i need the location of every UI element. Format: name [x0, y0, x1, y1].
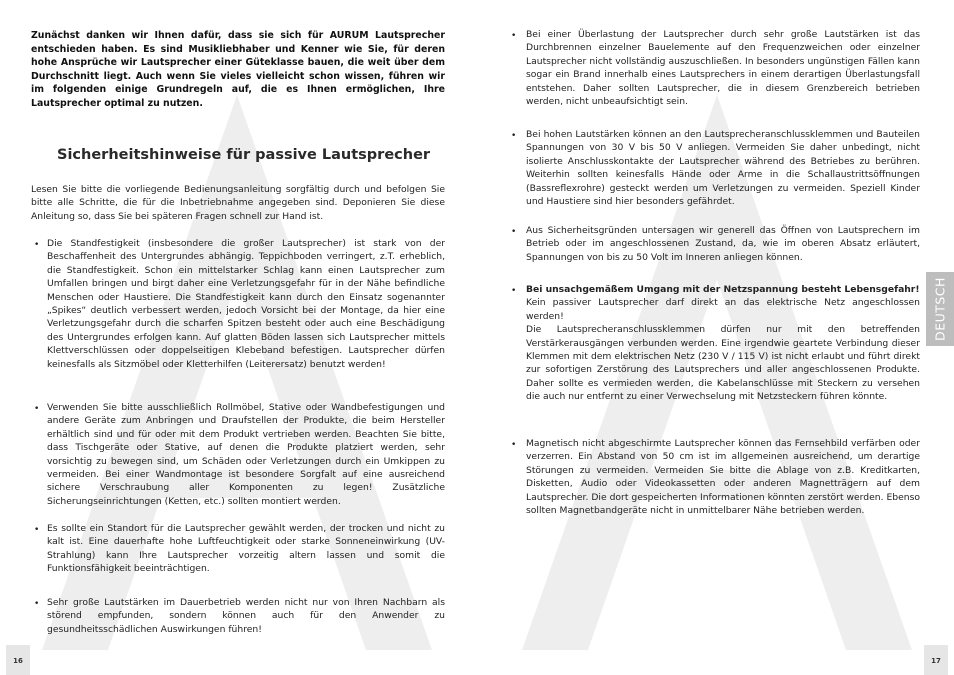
lead-paragraph: Lesen Sie bitte die vorliegende Bedienungsanleitung sorgfältig durch und befolgen Sie bitte alle Schritte, die für die Inbetriebnahme angegeben sind. Deponieren Sie diese Anleitung so, dass Sie bei späteren Fragen schnell zur Hand ist.: [31, 184, 445, 222]
safety-item-location: Es sollte ein Standort für die Lautsprecher gewählt werden, der trocken und nicht zu kalt ist. Eine dauerhafte hohe Luftfeuchtigkeit oder starke Sonneneinwirkung (UV-Strahlung) kann Ihre Lautsprecher vorzeitig altern lassen und somit die Funktionsfähigkeit beeinträchtigen.: [47, 523, 445, 575]
page-number-right-text: 17: [931, 657, 941, 665]
bullet-marker: •: [511, 286, 517, 296]
bullet-marker: •: [34, 240, 40, 250]
page-number-left-text: 16: [13, 657, 23, 665]
mains-warning-title: Bei unsachgemäßem Umgang mit der Netzspannung besteht Lebensgefahr!: [526, 284, 920, 295]
bullet-marker: •: [511, 31, 517, 41]
bullet-marker: •: [511, 440, 517, 450]
safety-item-voltage: Bei hohen Lautstärken können an den Lautsprecheranschlussklemmen und Bauteilen Spannungen von 30 V bis 50 V anliegen. Vermeiden Sie daher unbedingt, nicht isolierte Anschlusskontakte der Lautsprecher während des Betriebes zu berühren. Weiterhin sollten keinesfalls Hände oder Arme in die Schallaustrittsöffnungen (Bassreflexrohre) gesteckt werden um Verletzungen zu vermeiden. Speziell Kinder und Haustiere sind hier besonders gefährdet.: [526, 129, 920, 208]
mains-warning-text: Die Lautsprecheranschlussklemmen dürfen nur mit den betreffenden Verstärkerausgängen verbunden werden. Eine irgendwie geartete Verbindung dieser Klemmen mit dem elektrischen Netz (230 V / 115 V) ist nicht erlaubt und führt direkt zur sofortigen Zerstörung des Lautsprechers und aller angeschlossenen Produkte. Daher sollte es vermieden werden, die Kabelanschlüsse mit Steckern zu versehen die auch nur entfernt zu einer Verwechselung mit Netzsteckern führen könnte.: [526, 324, 920, 403]
safety-item-volume: Sehr große Lautstärken im Dauerbetrieb werden nicht nur von Ihren Nachbarn als störend empfunden, sondern können auch für den Anwender zu gesundheitsschädlichen Auswirkungen führen!: [47, 597, 445, 635]
section-heading: Sicherheitshinweise für passive Lautsprecher: [57, 147, 431, 163]
bullet-marker: •: [34, 525, 40, 535]
language-tab: [926, 272, 954, 346]
safety-item-mains: [526, 283, 920, 404]
page-number-right: [924, 645, 948, 675]
bullet-marker: •: [34, 599, 40, 609]
safety-item-mounting: Verwenden Sie bitte ausschließlich Rollmöbel, Stative oder Wandbefestigungen und andere Geräte zum Anbringen und Draufstellen der Produkte, die beim Hersteller erhältlich sind und für oder mit dem Produkt vertrieben werden. Beachten Sie bitte, dass Tischgeräte oder Stative, auf denen die Produkte platziert werden, sehr vorsichtig zu bewegen sind, um Schäden oder Verletzungen durch ein Umkippen zu vermeiden. Bei einer Wandmontage ist besondere Sorgfalt auf eine ausreichend sichere Verschraubung aller Komponenten zu legen! Zusätzliche Sicherungseinrichtungen (Ketten, etc.) sollten montiert werden.: [47, 402, 445, 507]
safety-item-magnet: Magnetisch nicht abgeschirmte Lautsprecher können das Fernsehbild verfärben oder verzerren. Ein Abstand von 50 cm ist im allgemeinen ausreichend, um derartige Störungen zu vermeiden. Vermeiden Sie bitte die Ablage von z.B. Kreditkarten, Disketten, Audio oder Videokassetten oder anderen Magnetträgern auf dem Lautsprecher. Die dort gespeicherten Informationen könnten zerstört werden. Ebenso sollten Magnetbandgeräte nicht in unmittelbarer Nähe betrieben werden.: [526, 438, 920, 517]
safety-item-overload: Bei einer Überlastung der Lautsprecher durch sehr große Lautstärken ist das Durchbrennen einzelner Bauelemente auf den Frequenzweichen oder einzelner Lautsprecher nicht vollständig auszuschließen. In besonders ungünstigen Fällen kann sogar ein Brand innerhalb eines Lautsprechers in einem derartigen Überlastungsfall entstehen. Daher sollten Lautsprecher, die in diesem Grenzbereich betrieben werden, nicht unbeaufsichtigt sein.: [526, 29, 920, 108]
safety-item-stability: Die Standfestigkeit (insbesondere die großer Lautsprecher) ist stark von der Beschaffenheit des Untergrundes abhängig. Teppichboden verringert, z.T. erheblich, die Standfestigkeit. Schon ein mittelstarker Schlag kann einen Lautsprecher zum Umfallen bringen und birgt daher eine Verletzungsgefahr für in der Nähe befindliche Menschen oder Haustiere. Die Standfestigkeit kann durch den Einsatz sogenannter „Spikes“ deutlich verbessert werden, jedoch Vorsicht bei der Montage, da hier eine Verletzungsgefahr durch die scharfen Spitzen besteht oder auch eine Beschädigung des Untergrundes erfolgen kann. Auf glatten Böden lassen sich Lautsprecher mittels Klettverschlüssen oder doppelseitigen Klebeband befestigen. Lautsprecher dürfen keinesfalls als Sitzmöbel oder Kletterhilfen (Leiterersatz) benutzt werden!: [47, 238, 445, 370]
page-number-left: [6, 645, 30, 675]
bullet-marker: •: [34, 404, 40, 414]
bullet-marker: •: [511, 227, 517, 237]
mains-warning-line: Kein passiver Lautsprecher darf direkt an das elektrische Netz angeschlossen werden!: [526, 297, 920, 322]
language-tab-label: DEUTSCH: [932, 277, 948, 341]
intro-text: Zunächst danken wir Ihnen dafür, dass sie sich für AURUM Lautsprecher entschieden haben. Es sind Musikliebhaber und Kenner wie Sie, für deren hohe Ansprüche wir Lautsprecher einer Güteklasse bauen, die weit über dem Durchschnitt liegt. Auch wenn Sie vieles vielleicht schon wissen, führen wir im folgenden einige Grundregeln auf, die es Ihnen ermöglichen, Ihre Lautsprecher optimal zu nutzen.: [31, 30, 445, 109]
bullet-marker: •: [511, 131, 517, 141]
safety-item-opening: Aus Sicherheitsgründen untersagen wir generell das Öffnen von Lautsprechern im Betrieb oder im angeschlossenen Zustand, da, wie im oberen Absatz erläutert, Spannungen von bis zu 50 Volt im Inneren anliegen können.: [526, 225, 920, 263]
